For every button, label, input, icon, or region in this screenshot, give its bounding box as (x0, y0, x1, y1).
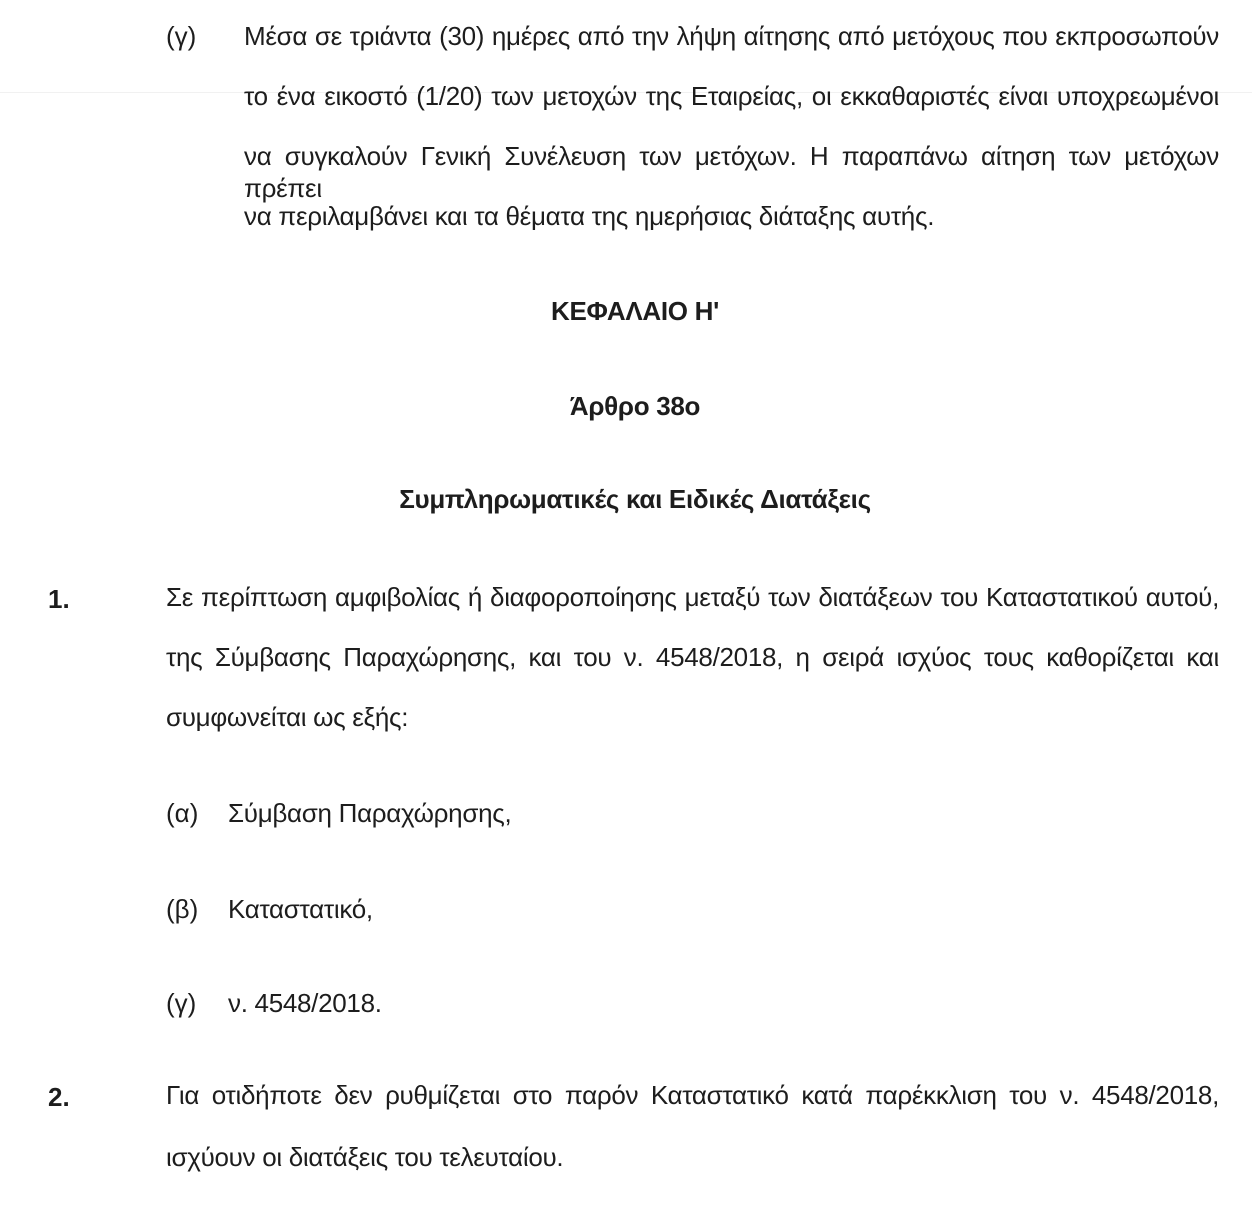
subitem-b-text: Καταστατικό, (228, 894, 373, 924)
intro-line-3: να συγκαλούν Γενική Συνέλευση των μετόχων. Η παραπάνω αίτηση των μετόχων πρέπει (244, 141, 1219, 203)
paragraph-1-line-1: Σε περίπτωση αμφιβολίας ή διαφοροποίησης μεταξύ των διατάξεων του Καταστατικού αυτού, (166, 582, 1219, 612)
intro-line-2: το ένα εικοστό (1/20) των μετοχών της Εταιρείας, οι εκκαθαριστές είναι υποχρεωμένοι (244, 81, 1219, 111)
intro-item-marker: (γ) (166, 21, 197, 51)
paragraph-1-number: 1. (48, 584, 70, 614)
paragraph-1-line-3: συμφωνείται ως εξής: (166, 702, 409, 732)
article-title: Συμπληρωματικές και Ειδικές Διατάξεις (399, 484, 871, 514)
subitem-c-text: ν. 4548/2018. (228, 988, 382, 1018)
chapter-heading: ΚΕΦΑΛΑΙΟ Η' (551, 296, 719, 326)
intro-line-4: να περιλαμβάνει και τα θέματα της ημερήσιας διάταξης αυτής. (244, 201, 935, 231)
article-heading: Άρθρο 38ο (569, 391, 701, 421)
paragraph-1-line-2: της Σύμβασης Παραχώρησης, και του ν. 4548/2018, η σειρά ισχύος τους καθορίζεται και (166, 642, 1219, 672)
paragraph-2-line-2: ισχύουν οι διατάξεις του τελευταίου. (166, 1142, 564, 1172)
paragraph-2-line-1: Για οτιδήποτε δεν ρυθμίζεται στο παρόν Καταστατικό κατά παρέκκλιση του ν. 4548/2018, (166, 1080, 1219, 1110)
subitem-a-marker: (α) (166, 798, 199, 828)
subitem-c-marker: (γ) (166, 988, 197, 1018)
subitem-a-text: Σύμβαση Παραχώρησης, (228, 798, 512, 828)
subitem-b-marker: (β) (166, 894, 199, 924)
paragraph-2-number: 2. (48, 1082, 70, 1112)
intro-line-1: Μέσα σε τριάντα (30) ημέρες από την λήψη αίτησης από μετόχους που εκπροσωπούν (244, 21, 1219, 51)
